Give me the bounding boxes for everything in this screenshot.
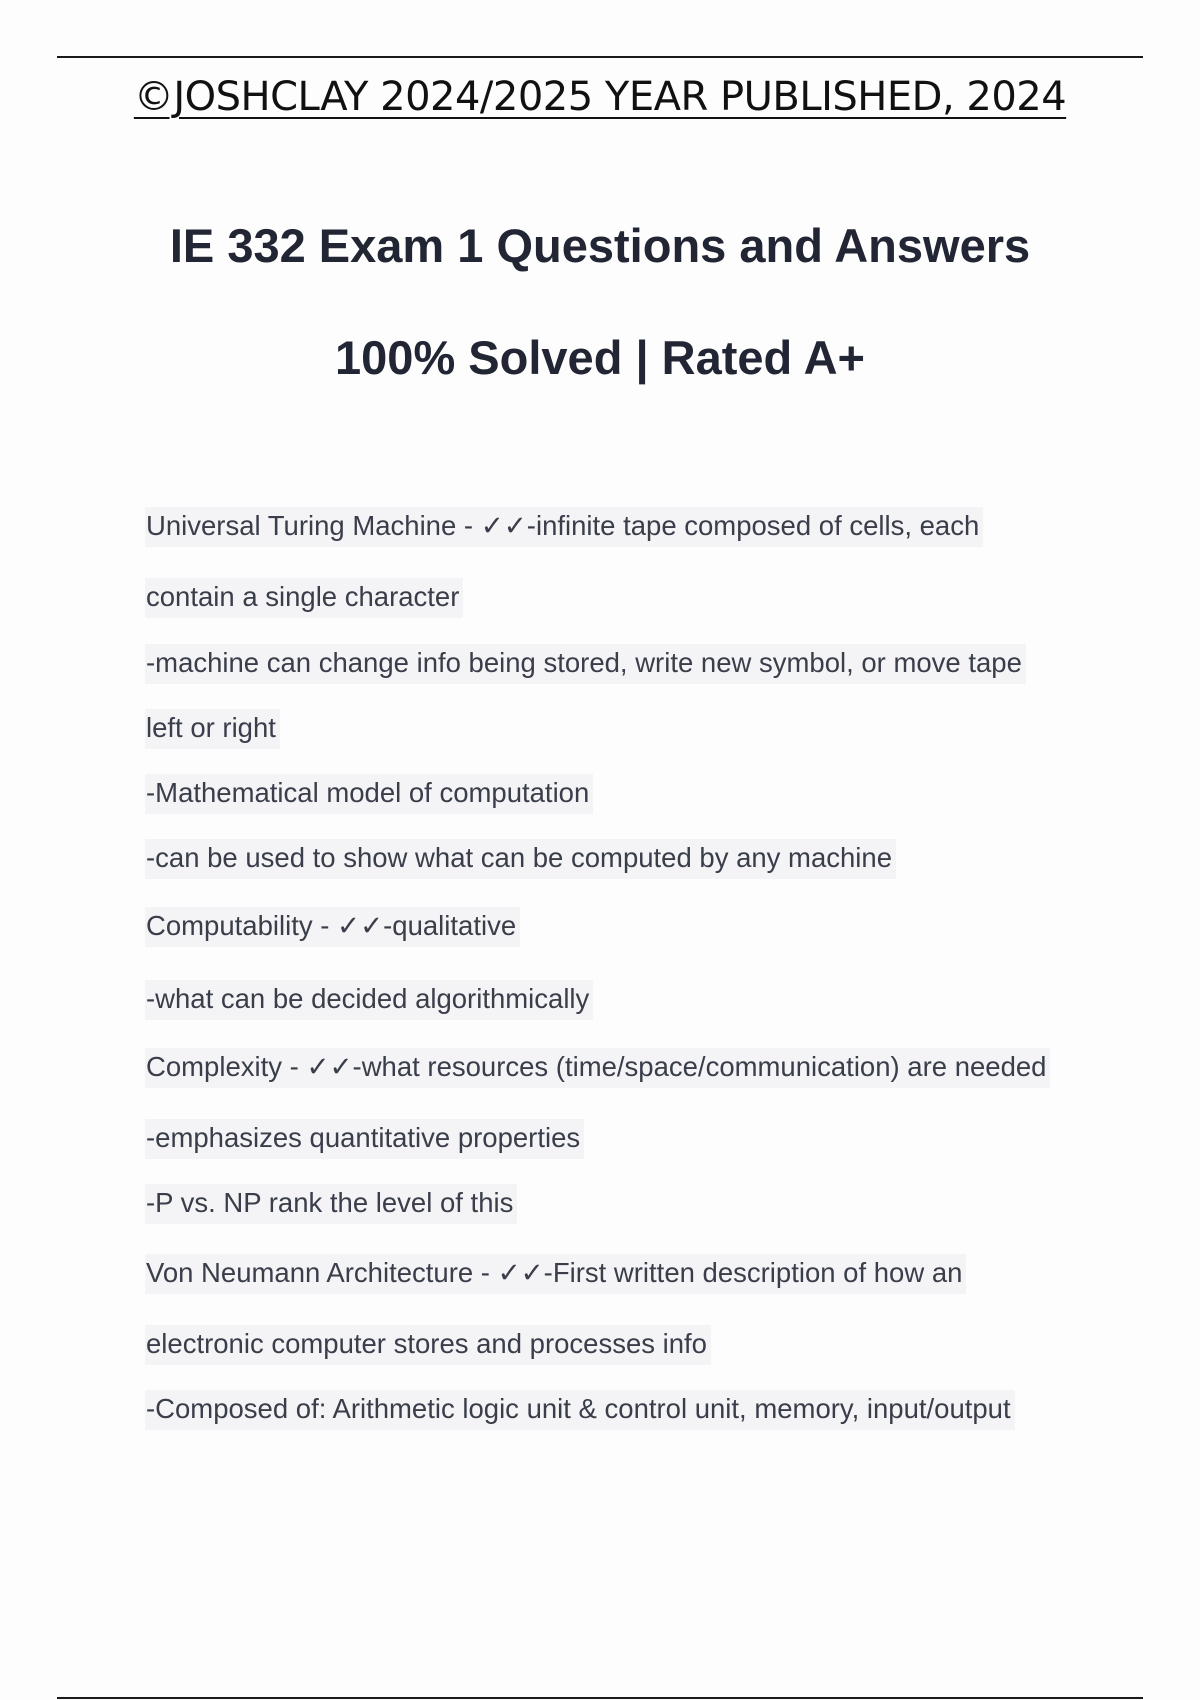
text-line: -can be used to show what can be computed by any machine (145, 839, 896, 879)
top-rule (57, 56, 1143, 58)
text-line: contain a single character (145, 578, 463, 618)
text-line: -emphasizes quantitative properties (145, 1119, 584, 1159)
page-header (0, 74, 1200, 120)
text-line: left or right (145, 709, 280, 749)
text-line: -Composed of: Arithmetic logic unit & control unit, memory, input/output (145, 1390, 1015, 1430)
document-title-line-1: IE 332 Exam 1 Questions and Answers (169, 219, 1031, 272)
text-line: -Mathematical model of computation (145, 774, 593, 814)
text-line: -what can be decided algorithmically (145, 980, 593, 1020)
text-line: Universal Turing Machine - ✓✓-infinite tape composed of cells, each (145, 507, 983, 547)
text-line: Von Neumann Architecture - ✓✓-First written description of how an (145, 1254, 966, 1294)
text-line: Computability - ✓✓-qualitative (145, 907, 520, 947)
bottom-rule (57, 1697, 1143, 1699)
text-line: electronic computer stores and processes info (145, 1325, 711, 1365)
document-title-line-2: 100% Solved | Rated A+ (335, 331, 865, 384)
text-line: Complexity - ✓✓-what resources (time/space/communication) are needed (145, 1048, 1050, 1088)
publisher-line: ©JOSHCLAY 2024/2025 YEAR PUBLISHED, 2024 (133, 74, 1067, 120)
text-line: -machine can change info being stored, write new symbol, or move tape (145, 644, 1026, 684)
text-line: -P vs. NP rank the level of this (145, 1184, 517, 1224)
